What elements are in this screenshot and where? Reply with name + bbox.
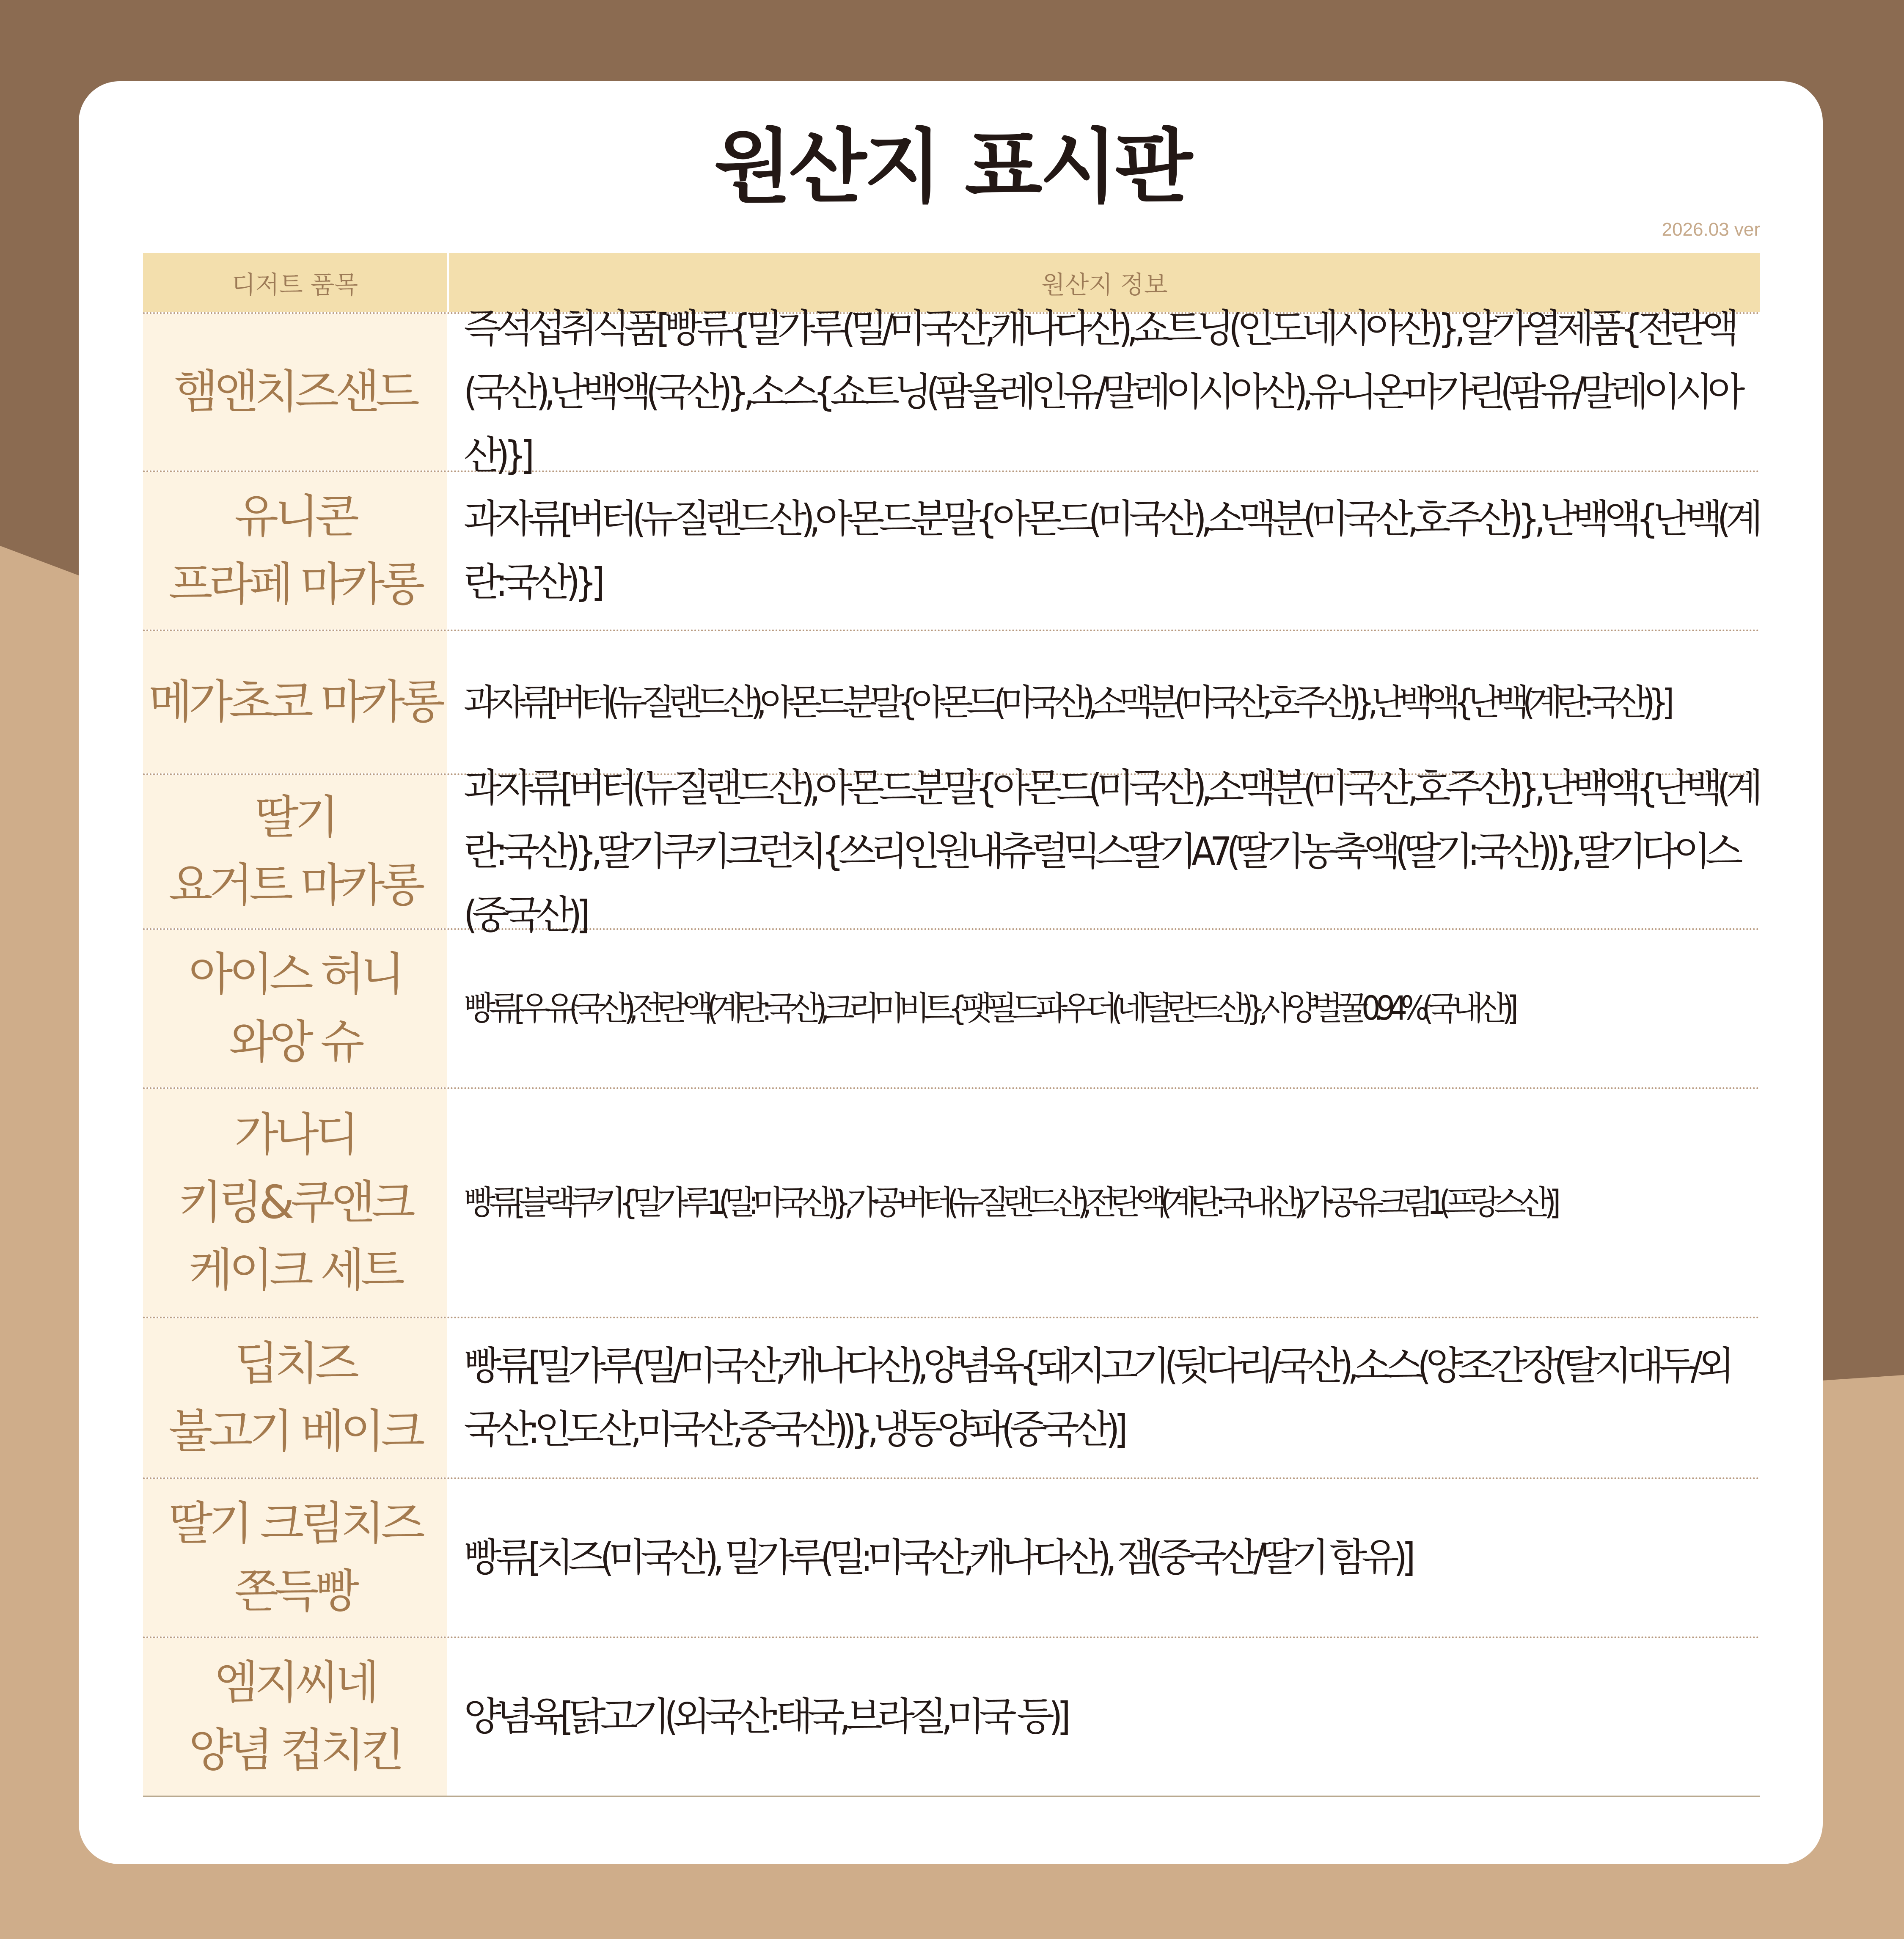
table-row bbox=[143, 306, 1760, 478]
row-info: 즉석섭취식품[빵류{밀가루(밀/미국산,캐나다산),쇼트닝(인도네시아산)},알가열제품{전란액(국산),난백액(국산)},소스{쇼트닝(팜올레인유/말레이시아산),유니온마가린(팜유/말레이시아산)}] bbox=[464, 306, 1740, 478]
table-row bbox=[143, 1636, 1760, 1796]
row-item: 아이스 허니 와앙 슈 bbox=[143, 930, 447, 1087]
row-item: 엠지씨네 양념 컵치킨 bbox=[143, 1638, 447, 1796]
table-row bbox=[143, 765, 1760, 938]
row-item: 가나디 키링&쿠앤크 케이크 세트 bbox=[143, 1089, 447, 1317]
row-info: 과자류[버터(뉴질랜드산),아몬드분말{아몬드(미국산),소맥분(미국산,호주산)},난백액{난백(계란:국산)},딸기쿠키크런치{쓰리인원내츄럴믹스딸기A7(딸기농축액(딸기:국산))},딸기다이스(중국산)] bbox=[464, 765, 1758, 938]
table-row bbox=[143, 928, 1760, 1087]
row-info: 과자류[버터(뉴질랜드산),아몬드분말{아몬드(미국산),소맥분(미국산,호주산)},난백액{난백(계란:국산)}] bbox=[464, 682, 1668, 723]
version-label: 2026.03 ver bbox=[1662, 219, 1760, 240]
row-info: 과자류[버터(뉴질랜드산),아몬드분말{아몬드(미국산),소맥분(미국산,호주산)},난백액{난백(계란:국산)}] bbox=[464, 496, 1758, 605]
table-row bbox=[143, 1087, 1760, 1317]
header-info: 원산지 정보 bbox=[1041, 270, 1168, 299]
page-title: 원산지 표시판 bbox=[714, 120, 1190, 214]
row-info: 빵류[우유(국산),전란액(계란:국산),크리미비트{팻필드파우더(네덜란드산)},사양벌꿀0.94%(국내산)] bbox=[464, 990, 1512, 1028]
origin-table bbox=[143, 253, 1760, 1797]
header-item: 디저트 품목 bbox=[143, 253, 449, 312]
table-row bbox=[143, 1477, 1760, 1636]
table-row bbox=[143, 630, 1760, 773]
row-item: 딸기 크림치즈 쫀득빵 bbox=[143, 1479, 447, 1636]
row-info: 양념육[닭고기(외국산:태국,브라질,미국 등)] bbox=[464, 1694, 1065, 1739]
row-item: 햄앤치즈샌드 bbox=[143, 314, 447, 470]
row-info: 빵류[치즈(미국산), 밀가루(밀:미국산,캐나다산), 잼(중국산/딸기 함유)] bbox=[464, 1535, 1410, 1580]
row-item: 메가초코 마카롱 bbox=[143, 631, 447, 773]
table-row bbox=[143, 470, 1760, 630]
row-item: 딥치즈 불고기 베이크 bbox=[143, 1318, 447, 1477]
row-info: 빵류[블랙쿠키{밀가루1(밀:미국산)},가공버터(뉴질랜드산),전란액(계란:국내산),가공유크림1(프랑스산)] bbox=[464, 1184, 1555, 1222]
row-item: 딸기 요거트 마카롱 bbox=[143, 775, 447, 928]
row-info: 빵류[밀가루(밀/미국산,캐나다산),양념육{돼지고기(뒷다리/국산),소스(양조간장(탈지대두/외국산:인도산,미국산,중국산))},냉동양파(중국산)] bbox=[464, 1343, 1729, 1452]
row-item: 유니콘 프라페 마카롱 bbox=[143, 472, 447, 630]
table-row bbox=[143, 1317, 1760, 1477]
